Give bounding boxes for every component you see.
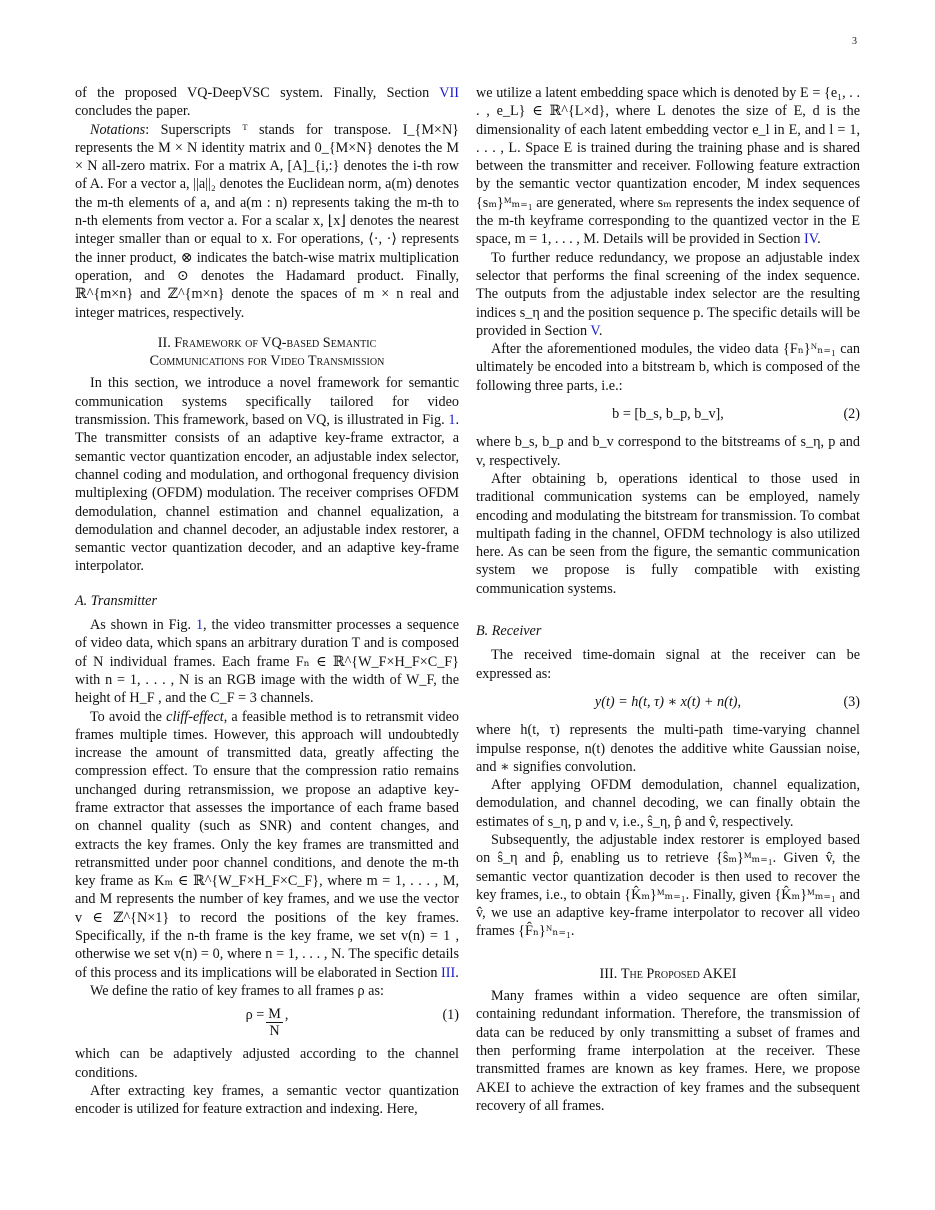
transmitter-paragraph: After extracting key frames, a semantic vector quantization encoder is utilized for feature extraction and indexing. Here, — [75, 1082, 459, 1118]
figure-ref-link[interactable]: 1 — [448, 412, 456, 429]
equation-label: (2) — [843, 406, 860, 423]
left-column — [75, 84, 459, 1118]
selector-paragraph: To further reduce redundancy, we propose an adjustable index selector that performs the final screening of the index sequence. The outputs from the adjustable index selector are the resulting indices s_η and the position sequence p. The specific details will be provided in Section V. — [476, 249, 860, 339]
transmitter-paragraph: which can be adaptively adjusted according to the channel conditions. — [75, 1046, 459, 1081]
section-heading: III. The Proposed AKEI — [599, 965, 737, 982]
transmitter-paragraph: We define the ratio of key frames to all frames ρ as: — [90, 982, 384, 999]
bitstream-paragraph: After the aforementioned modules, the video data {Fₙ}ᴺₙ₌₁ can ultimately be encoded into a bitstream b, which is composed of the following three parts, i.e.: — [476, 341, 860, 394]
notations-paragraph: Notations: Superscripts ᵀ stands for transpose. I_{M×N} represents the M × N identity matrix and 0_{M×N} denotes the M × N all-zero matrix. For a matrix A, [A]_{i,:} denotes the i-th row of A. For a vector a, ||a||₂ denotes the Euclidean norm, a(m) denotes the m-th elements of a, and a(m : n) represents taking the m-th to n-th elements from vector a. For a scalar x, ⌊x⌋ denotes the nearest integer smaller than or equal to x. For operations, ⟨·, ·⟩ represents the inner product, ⊗ indicates the batch-wise matrix multiplication operation, and ⊙ denotes the Hadamard product. Finally, ℝ^{m×n} and ℤ^{m×n} denote the spaces of m × n real and integer matrices, respectively. — [75, 121, 459, 321]
section-paragraph: In this section, we introduce a novel framework for semantic communication systems specifically tailored for video transmission. This framework, based on VQ, is illustrated in Fig. 1. The transmitter consists of an adaptive key-frame extractor, a semantic vector quantization encoder, an adjustable index selector, channel coding and modulation, and orthogonal frequency division multiplexing (OFDM) modulation. The receiver comprises OFDM demodulation, channel estimation and channel equalization, a demodulation and channel decoder, an adjustable index restorer, a semantic vector quantization decoder, and an adaptive key-frame interpolator. — [75, 375, 459, 575]
receiver-paragraph: Subsequently, the adjustable index restorer is employed based on ŝ_η and p̂, enabling us to retrieve {ŝₘ}ᴹₘ₌₁. Given v̂, the semantic vector quantization decoder is then used to recover the key frames, i.e., to obtain {K̂ₘ}ᴹₘ₌₁. Finally, given {K̂ₘ}ᴹₘ₌₁ and v̂, we use an adaptive key-frame interpolator to recover all video frames {F̂ₙ}ᴺₙ₌₁. — [476, 831, 860, 940]
equation-2: b = [b_s, b_p, b_v], (2) — [612, 406, 860, 423]
subsection-heading: A. Transmitter — [75, 592, 157, 609]
subsection-heading: B. Receiver — [476, 623, 542, 640]
receiver-paragraph: The received time-domain signal at the receiver can be expressed as: — [476, 647, 860, 682]
transmitter-paragraph: To avoid the cliff-effect, a feasible method is to retransmit video frames multiple times. However, this approach will undoubtedly increase the amount of transmitted data, greatly affecting the compression effect. To ensure that the compression ratio remains unchanged during retransmission, we propose an adaptive key-frame extractor that assesses the importance of each frame based on channel quality (such as SNR) and content changes, and extracts the key frames. Only the key frames are transmitted and retransmitted under poor channel conditions, and denote the m-th key frame as Kₘ ∈ ℝ^{W_F×H_F×C_F}, where m = 1, . . . , M, and M represents the number of key frames, and we use the vector v ∈ ℤ^{N×1} to record the positions of the key frames. Specifically, if the n-th frame is the key frame, we set v(n) = 1 , otherwise we set v(n) = 0, where n = 1, . . . , N. The specific details of this process and its implications will be elaborated in Section III. — [75, 708, 459, 981]
intro-paragraph: of the proposed VQ-DeepVSC system. Finally, Section VII concludes the paper. — [75, 85, 459, 120]
receiver-paragraph: After applying OFDM demodulation, channel equalization, demodulation, and channel decoding, we can finally obtain the estimates of s_η, p and v, i.e., ŝ_η, p̂ and v̂, respectively. — [476, 777, 860, 830]
section-ref-link[interactable]: VII — [439, 85, 459, 101]
section-ref-link[interactable]: IV — [803, 231, 818, 248]
right-column — [476, 84, 860, 1115]
equation-label: (3) — [843, 693, 860, 710]
section-heading: II. Framework of VQ-based Semantic Communications for Video Transmission — [149, 334, 385, 370]
akei-paragraph: Many frames within a video sequence are often similar, containing redundant information. Therefore, the transmission of data can be reduced by only transmitting a subset of frames and then performing frame interpolation at the receiver. These transmitted frames are known as key frames. Here, we propose AKEI to achieve the extraction of key frames and the subsequent recovery of all frames. — [476, 988, 860, 1114]
receiver-paragraph: where h(t, τ) represents the multi-path time-varying channel impulse response, n(t) denotes the additive white Gaussian noise, and ∗ signifies convolution. — [476, 722, 860, 775]
ofdm-paragraph: After obtaining b, operations identical to those used in traditional communication systems can be employed, namely encoding and modulating the bitstream for transmission. To combat multipath fading in the channel, OFDM technology is also utilized here. As can be seen from the figure, the semantic communication system we propose is fully compatible with existing communication systems. — [476, 470, 860, 597]
notations-label: Notations — [90, 121, 146, 138]
page-number: 3 — [852, 36, 857, 47]
embedding-paragraph: we utilize a latent embedding space which is denoted by E = {e₁, . . . , e_L} ∈ ℝ^{L×d}, where L denotes the size of E, d is the dimensionality of each latent embedding vector e_l in E, and l = 1, . . . , L. Space E is trained during the training phase and is shared between the transmitter and receiver. Following feature extraction by the semantic vector quantization encoder, M index sequences {sₘ}ᴹₘ₌₁ are generated, where sₘ represents the index sequence of the m-th keyframe corresponding to the quantized vector in the E space, m = 1, . . . , M. Details will be provided in Section IV. — [476, 85, 860, 248]
transmitter-paragraph: As shown in Fig. 1, the video transmitter processes a sequence of video data, which spans an arbitrary duration T and is composed of N individual frames. Each frame Fₙ ∈ ℝ^{W_F×H_F×C_F} with n = 1, . . . , N is an RGB image with the width of W_F, the height of H_F , and the C_F = 3 channels. — [75, 617, 459, 707]
section-ref-link[interactable]: III — [441, 964, 456, 981]
equation-1: ρ = $\frac{M}{N}$ , (1) — [245, 1006, 459, 1040]
bitstream-paragraph: where b_s, b_p and b_v correspond to the bitstreams of s_η, p and v, respectively. — [476, 434, 860, 469]
equation-label: (1) — [442, 1007, 459, 1024]
equation-3: y(t) = h(t, τ) ∗ x(t) + n(t), (3) — [594, 693, 860, 710]
figure-ref-link[interactable]: 1 — [195, 617, 204, 634]
section-ref-link[interactable]: V — [590, 322, 599, 339]
